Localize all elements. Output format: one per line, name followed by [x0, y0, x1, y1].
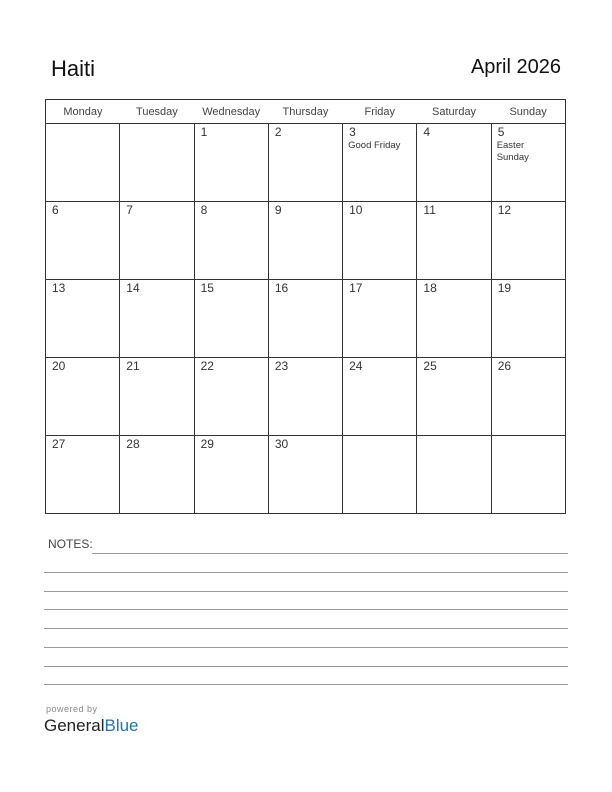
day-number: 8	[200, 203, 208, 217]
day-number: 6	[52, 203, 59, 217]
day-cell[interactable]	[46, 124, 120, 202]
day-cell[interactable]	[417, 202, 491, 280]
weekday-header: Friday	[343, 100, 417, 124]
note-line	[44, 591, 568, 592]
holiday-label: Easter Sunday	[496, 140, 529, 163]
day-number: 30	[274, 437, 289, 451]
day-cell[interactable]	[343, 124, 417, 202]
day-number	[343, 436, 416, 437]
day-number: 24	[349, 359, 363, 373]
day-cell[interactable]	[194, 202, 268, 280]
note-line	[44, 628, 568, 629]
note-line	[44, 666, 568, 667]
day-number: 9	[274, 203, 282, 217]
day-cell[interactable]	[268, 202, 342, 280]
day-cell[interactable]	[343, 436, 417, 514]
day-number: 23	[274, 359, 289, 373]
day-number: 2	[274, 125, 282, 139]
week-row	[46, 436, 566, 514]
day-cell[interactable]	[120, 280, 194, 358]
powered-by-text: powered by	[46, 704, 98, 714]
day-number	[46, 124, 119, 125]
day-number: 22	[200, 359, 214, 373]
notes-label: NOTES:	[48, 537, 93, 551]
country-title: Haiti	[51, 56, 96, 81]
day-cell[interactable]	[120, 358, 194, 436]
day-cell[interactable]	[343, 280, 417, 358]
day-number: 21	[126, 359, 140, 373]
day-cell[interactable]	[46, 202, 120, 280]
day-number: 16	[274, 281, 289, 295]
day-number	[492, 436, 565, 437]
day-cell[interactable]	[194, 280, 268, 358]
day-cell[interactable]	[343, 202, 417, 280]
day-cell[interactable]	[417, 124, 491, 202]
note-line	[92, 553, 568, 554]
day-cell[interactable]	[491, 280, 565, 358]
brand-blue: Blue	[104, 716, 139, 735]
day-number: 1	[200, 125, 208, 139]
day-number: 18	[423, 281, 437, 295]
generalblue-logo[interactable]	[44, 716, 139, 736]
weekday-header: Saturday	[417, 100, 491, 124]
month-year-title: April 2026	[470, 56, 561, 78]
day-cell[interactable]	[120, 436, 194, 514]
day-cell[interactable]	[491, 358, 565, 436]
day-number: 13	[52, 281, 66, 295]
weekday-header: Thursday	[268, 100, 342, 124]
day-number: 28	[126, 437, 140, 451]
note-line	[44, 684, 568, 685]
day-number: 10	[349, 203, 363, 217]
day-number: 11	[423, 203, 436, 217]
day-cell[interactable]	[120, 202, 194, 280]
day-cell[interactable]	[194, 124, 268, 202]
week-row	[46, 202, 566, 280]
day-number: 19	[497, 281, 512, 295]
weekday-header: Sunday	[491, 100, 565, 124]
holiday-label: Good Friday	[348, 140, 401, 151]
day-cell[interactable]	[268, 436, 342, 514]
weekday-header-row	[46, 100, 566, 124]
day-number: 4	[423, 125, 431, 139]
day-number: 20	[52, 359, 66, 373]
day-cell[interactable]	[268, 124, 342, 202]
day-number: 7	[126, 203, 133, 217]
week-row	[46, 280, 566, 358]
day-cell[interactable]	[268, 358, 342, 436]
day-cell[interactable]	[417, 280, 491, 358]
day-cell[interactable]	[120, 124, 194, 202]
day-number: 12	[497, 203, 512, 217]
week-row	[46, 124, 566, 202]
calendar-grid	[45, 99, 566, 514]
day-cell[interactable]	[417, 358, 491, 436]
day-cell[interactable]	[268, 280, 342, 358]
day-number: 17	[349, 281, 363, 295]
day-cell[interactable]	[343, 358, 417, 436]
day-number: 29	[200, 437, 214, 451]
day-cell[interactable]	[491, 436, 565, 514]
day-cell[interactable]	[46, 436, 120, 514]
day-number: 25	[423, 359, 437, 373]
day-cell[interactable]	[194, 436, 268, 514]
week-row	[46, 358, 566, 436]
day-number: 3	[349, 125, 356, 139]
day-cell[interactable]	[194, 358, 268, 436]
note-line	[44, 572, 568, 573]
day-cell[interactable]	[417, 436, 491, 514]
day-cell[interactable]	[46, 280, 120, 358]
day-number: 27	[52, 437, 66, 451]
day-number: 15	[200, 281, 214, 295]
day-cell[interactable]	[46, 358, 120, 436]
day-number	[417, 436, 490, 437]
day-number: 14	[126, 281, 140, 295]
brand-general: General	[44, 716, 105, 735]
note-line	[44, 609, 568, 610]
note-line	[44, 647, 568, 648]
weekday-header: Monday	[46, 100, 120, 124]
day-cell[interactable]	[491, 124, 565, 202]
day-number: 26	[497, 359, 512, 373]
day-cell[interactable]	[491, 202, 565, 280]
day-number	[120, 124, 193, 125]
weekday-header: Tuesday	[120, 100, 194, 124]
weekday-header: Wednesday	[194, 100, 268, 124]
day-number: 5	[497, 125, 505, 139]
